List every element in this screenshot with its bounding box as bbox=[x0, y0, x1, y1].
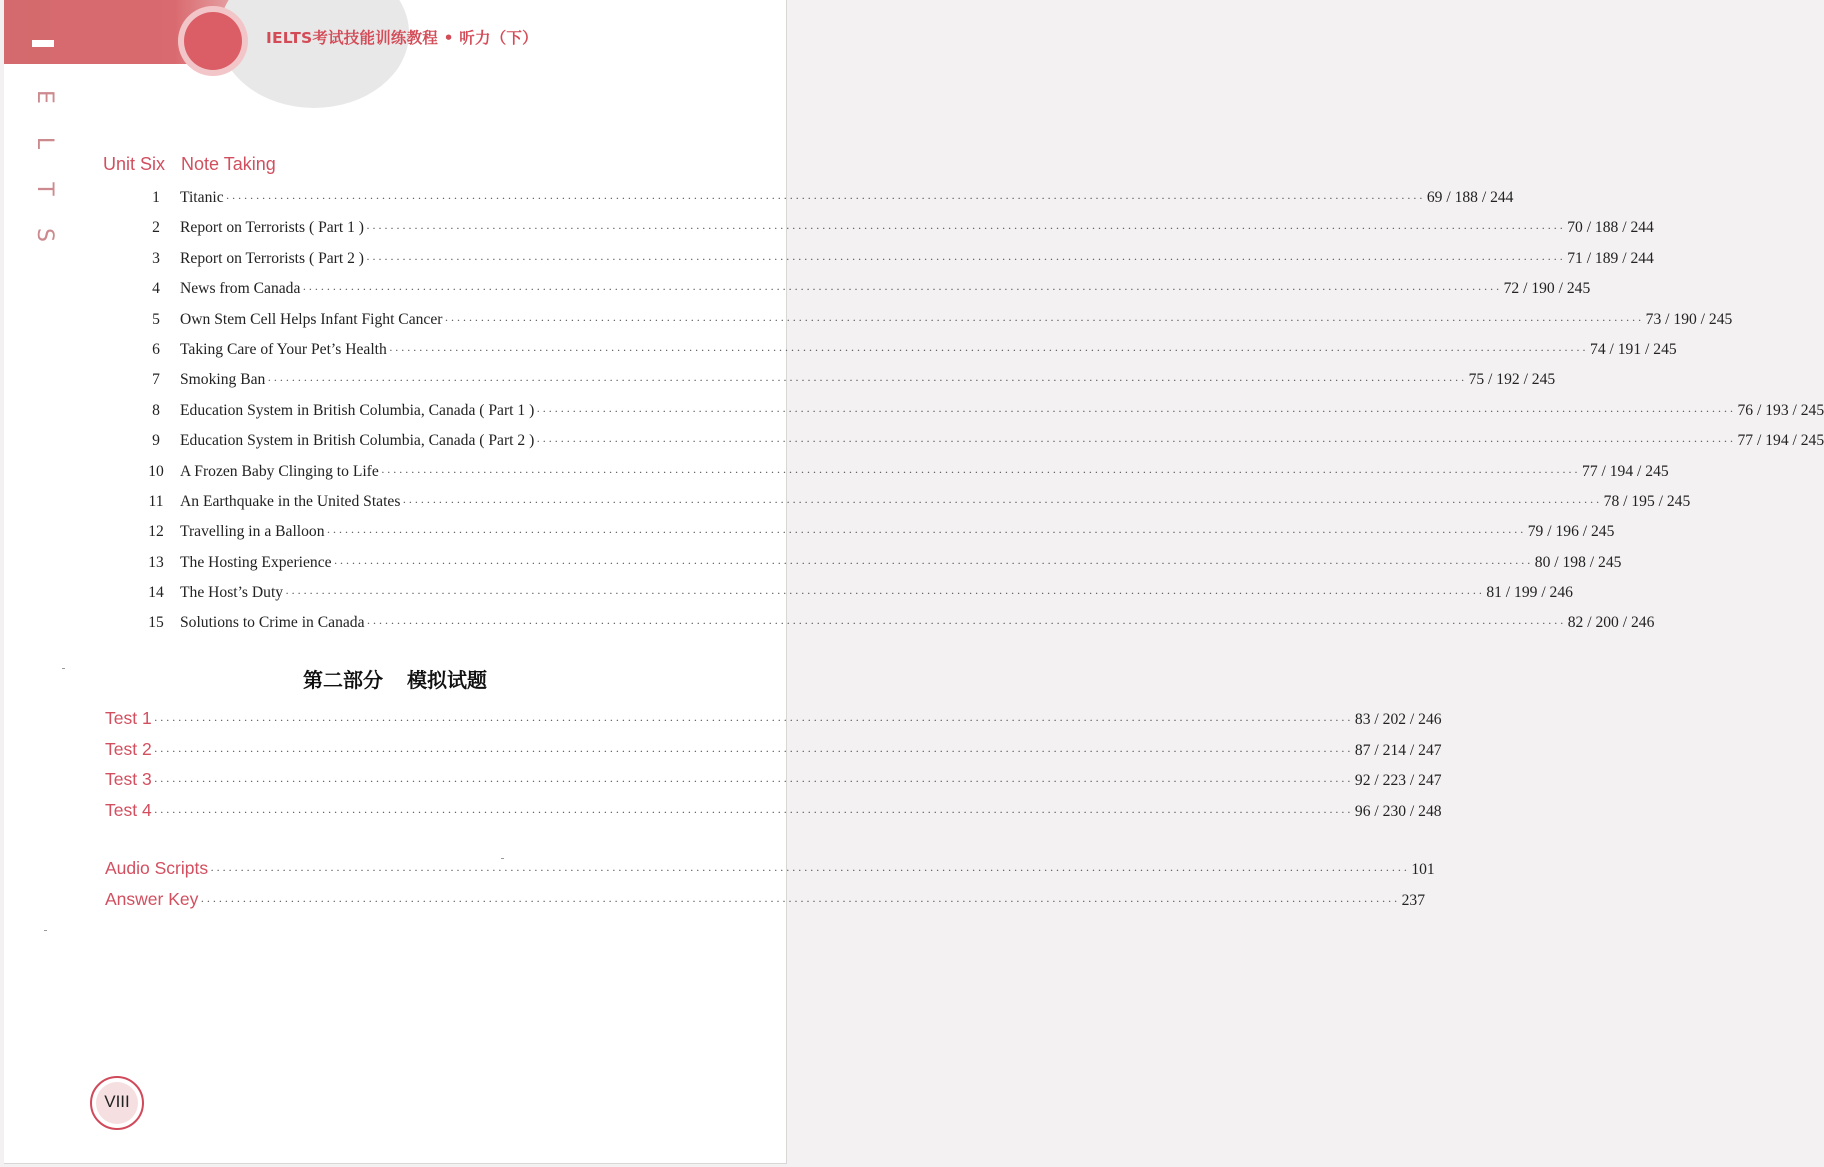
test-pages: 83 / 202 / 246 bbox=[1354, 711, 1442, 728]
toc-row bbox=[138, 584, 1573, 614]
toc-row bbox=[138, 614, 1655, 644]
toc-item-number: 15 bbox=[148, 614, 164, 632]
part-label: 第二部分 bbox=[303, 668, 383, 692]
toc-row bbox=[138, 280, 1591, 310]
toc-item-title: News from Canada bbox=[180, 280, 301, 298]
toc-item-number: 2 bbox=[152, 219, 160, 237]
test-row bbox=[105, 738, 1442, 770]
toc-item-title: An Earthquake in the United States bbox=[180, 492, 401, 510]
toc-row bbox=[138, 523, 1615, 553]
appendix-row bbox=[105, 858, 1435, 889]
toc-item-pages: 79 / 196 / 245 bbox=[1527, 523, 1615, 541]
side-letter: S bbox=[32, 228, 57, 242]
unit-label: Unit Six bbox=[103, 154, 166, 174]
toc-item-pages: 72 / 190 / 245 bbox=[1503, 280, 1591, 298]
toc-item-number: 11 bbox=[148, 492, 164, 510]
toc-row bbox=[138, 462, 1669, 493]
part-two-heading bbox=[4, 664, 786, 693]
appendix-pages: 237 bbox=[1401, 891, 1425, 909]
test-label: Test 1 bbox=[105, 708, 152, 728]
dot-leader: ········································································································································································································ bbox=[225, 191, 1425, 205]
test-pages: 96 / 230 / 248 bbox=[1354, 802, 1442, 820]
dot-leader: ········································································································································································································ bbox=[153, 743, 1353, 758]
toc-item-pages: 82 / 200 / 246 bbox=[1567, 614, 1655, 632]
unit-title: Note Taking bbox=[181, 154, 276, 174]
toc-item-title: The Host’s Duty bbox=[180, 584, 284, 602]
toc-row bbox=[138, 310, 1733, 341]
toc-item-pages: 80 / 198 / 245 bbox=[1534, 553, 1622, 571]
toc-item-pages: 70 / 188 / 244 bbox=[1567, 219, 1654, 237]
toc-row bbox=[138, 401, 1824, 432]
dot-leader: ········································································································································································································ bbox=[285, 586, 1485, 601]
toc-row bbox=[138, 219, 1654, 249]
toc-item-title: Titanic bbox=[180, 189, 224, 206]
dot-leader: ········································································································································································································ bbox=[402, 494, 1602, 509]
toc-item-number: 1 bbox=[152, 189, 160, 206]
header-circle-ornament bbox=[184, 12, 242, 70]
print-speck bbox=[44, 930, 47, 931]
test-row bbox=[105, 799, 1442, 831]
vertical-ielts-label bbox=[32, 74, 56, 258]
unit-heading bbox=[103, 154, 276, 175]
toc-item-title: A Frozen Baby Clinging to Life bbox=[180, 462, 379, 480]
toc-item-title: Solutions to Crime in Canada bbox=[180, 614, 365, 632]
toc-item-number: 6 bbox=[152, 340, 160, 358]
toc-item-title: Education System in British Columbia, Canada ( Part 1 ) bbox=[180, 401, 535, 419]
toc-item-pages: 75 / 192 / 245 bbox=[1468, 371, 1556, 389]
toc-row bbox=[138, 340, 1677, 371]
toc-item-number: 10 bbox=[148, 462, 164, 480]
toc-item-title: Taking Care of Your Pet’s Health bbox=[180, 340, 387, 358]
toc-row bbox=[138, 432, 1824, 462]
dot-leader: ········································································································································································································ bbox=[380, 464, 1581, 479]
toc-item-number: 7 bbox=[152, 371, 160, 389]
dot-leader: ········································································································································································································ bbox=[210, 863, 1410, 877]
dot-leader: ········································································································································································································ bbox=[153, 713, 1353, 727]
dot-leader: ········································································································································································································ bbox=[444, 312, 1644, 327]
toc-item-title: Report on Terrorists ( Part 2 ) bbox=[180, 249, 364, 267]
dot-leader: ········································································································································································································ bbox=[536, 403, 1736, 418]
test-label: Test 4 bbox=[105, 799, 152, 820]
header-dash bbox=[32, 40, 54, 47]
test-label: Test 3 bbox=[105, 769, 152, 790]
dot-leader: ········································································································································································································ bbox=[366, 616, 1566, 631]
toc-row bbox=[138, 189, 1514, 219]
part-title: 模拟试题 bbox=[407, 668, 487, 692]
book-page bbox=[4, 0, 1824, 1164]
toc-item-number: 3 bbox=[152, 249, 160, 267]
appendix-row bbox=[105, 888, 1425, 920]
test-pages: 87 / 214 / 247 bbox=[1354, 741, 1442, 759]
toc-item-pages: 77 / 194 / 245 bbox=[1737, 432, 1824, 450]
toc-item-title: Smoking Ban bbox=[180, 371, 266, 389]
print-speck bbox=[62, 668, 65, 669]
dot-leader: ········································································································································································································ bbox=[536, 434, 1736, 449]
toc-item-number: 14 bbox=[148, 584, 164, 602]
dot-leader: ········································································································································································································ bbox=[153, 774, 1353, 789]
toc-item-title: Travelling in a Balloon bbox=[180, 523, 325, 541]
toc-item-number: 8 bbox=[152, 401, 160, 419]
toc-item-pages: 81 / 199 / 246 bbox=[1486, 584, 1573, 602]
toc-item-number: 9 bbox=[152, 432, 160, 450]
side-letter: E bbox=[32, 90, 57, 104]
tests-contents-list bbox=[105, 708, 1442, 830]
appendix-label: Audio Scripts bbox=[105, 858, 209, 878]
toc-item-number: 13 bbox=[148, 553, 164, 571]
toc-item-title: The Hosting Experience bbox=[180, 553, 332, 571]
toc-row bbox=[138, 492, 1691, 523]
dot-leader: ········································································································································································································ bbox=[326, 525, 1526, 540]
toc-row bbox=[138, 371, 1556, 401]
toc-item-number: 4 bbox=[152, 280, 160, 298]
running-header-title: IELTS考试技能训练教程 • 听力（下） bbox=[266, 29, 538, 47]
dot-leader: ········································································································································································································ bbox=[302, 282, 1502, 297]
toc-item-number: 12 bbox=[148, 523, 164, 541]
toc-item-title: Own Stem Cell Helps Infant Fight Cancer bbox=[180, 310, 443, 328]
dot-leader: ········································································································································································································ bbox=[388, 342, 1589, 357]
unit-contents-list bbox=[138, 189, 1824, 645]
test-label: Test 2 bbox=[105, 738, 152, 759]
toc-item-pages: 78 / 195 / 245 bbox=[1603, 492, 1691, 510]
appendix-label: Answer Key bbox=[105, 888, 199, 909]
dot-leader: ········································································································································································································ bbox=[333, 555, 1533, 570]
toc-item-pages: 69 / 188 / 244 bbox=[1426, 189, 1514, 206]
appendix-contents-list bbox=[105, 858, 1435, 919]
page-number: VIII bbox=[104, 1092, 130, 1111]
toc-item-number: 5 bbox=[152, 310, 160, 328]
toc-row bbox=[138, 249, 1654, 280]
appendix-pages: 101 bbox=[1411, 861, 1435, 878]
toc-item-pages: 73 / 190 / 245 bbox=[1645, 310, 1733, 328]
test-pages: 92 / 223 / 247 bbox=[1354, 772, 1442, 790]
side-letter: T bbox=[32, 182, 57, 196]
dot-leader: ········································································································································································································ bbox=[200, 893, 1400, 908]
print-speck bbox=[501, 858, 504, 859]
toc-row bbox=[138, 553, 1622, 584]
header-decoration bbox=[219, 0, 409, 108]
test-row bbox=[105, 769, 1442, 800]
toc-item-pages: 74 / 191 / 245 bbox=[1590, 340, 1677, 358]
toc-item-pages: 71 / 189 / 244 bbox=[1567, 249, 1654, 267]
side-letter: L bbox=[32, 136, 57, 150]
page-number-badge bbox=[90, 1076, 144, 1130]
toc-item-pages: 76 / 193 / 245 bbox=[1737, 401, 1824, 419]
dot-leader: ········································································································································································································ bbox=[365, 221, 1566, 236]
dot-leader: ········································································································································································································ bbox=[365, 251, 1566, 266]
dot-leader: ········································································································································································································ bbox=[153, 804, 1353, 819]
toc-item-pages: 77 / 194 / 245 bbox=[1582, 462, 1669, 480]
toc-item-title: Report on Terrorists ( Part 1 ) bbox=[180, 219, 364, 237]
test-row bbox=[105, 708, 1442, 739]
toc-item-title: Education System in British Columbia, Canada ( Part 2 ) bbox=[180, 432, 535, 450]
dot-leader: ········································································································································································································ bbox=[267, 373, 1467, 388]
